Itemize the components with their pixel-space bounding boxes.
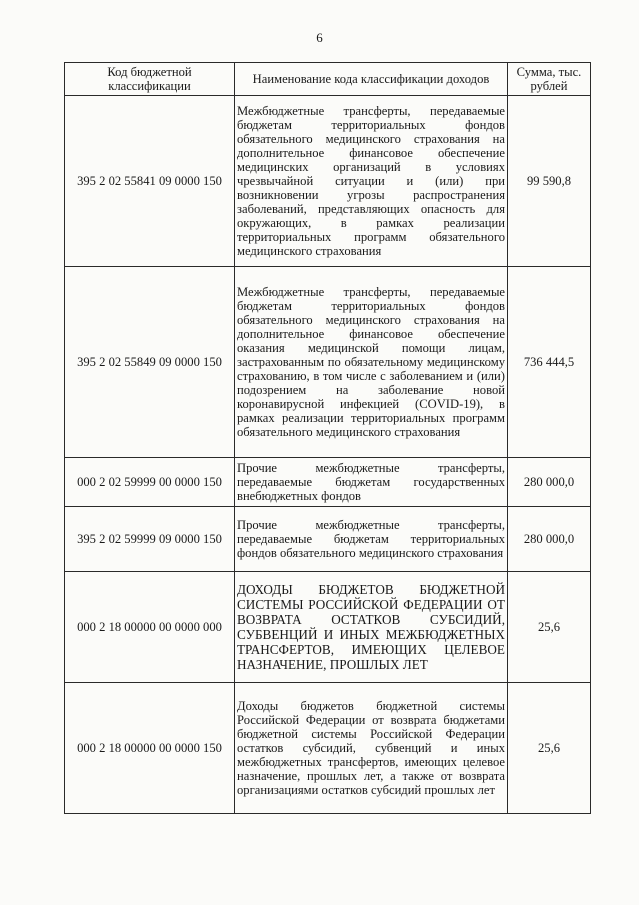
row-code: 000 2 02 59999 00 0000 150 [65, 458, 235, 507]
table-row [65, 507, 591, 572]
row-sum: 99 590,8 [508, 96, 591, 267]
row-name: Доходы бюджетов бюджетной системы Российской Федерации от возврата бюджетами бюджетной системы Российской Федерации остатков субсидий, субвенций и иных межбюджетных трансфертов, имеющих целевое назначение, прошлых лет, а также от возврата организациями остатков субсидий прошлых лет [235, 683, 508, 814]
row-name: Прочие межбюджетные трансферты, передаваемые бюджетам территориальных фондов обязательного медицинского страхования [235, 507, 508, 572]
row-name: Межбюджетные трансферты, передаваемые бюджетам территориальных фондов обязательного медицинского страхования на дополнительное финансовое обеспечение оказания медицинской помощи лицам, застрахованным по обязательному медицинскому страхованию, в том числе с заболеванием и (или) подозрением на заболевание новой коронавирусной инфекцией (COVID-19), в рамках реализации территориальных программ обязательного медицинского страхования [235, 267, 508, 458]
header-name: Наименование кода классификации доходов [235, 63, 508, 96]
row-sum: 280 000,0 [508, 458, 591, 507]
table-row [65, 458, 591, 507]
row-sum: 736 444,5 [508, 267, 591, 458]
row-code: 000 2 18 00000 00 0000 000 [65, 572, 235, 683]
row-name: Прочие межбюджетные трансферты, передаваемые бюджетам государственных внебюджетных фондов [235, 458, 508, 507]
row-sum: 25,6 [508, 683, 591, 814]
budget-revenue-table [64, 62, 591, 814]
row-name: ДОХОДЫ БЮДЖЕТОВ БЮДЖЕТНОЙ СИСТЕМЫ РОССИЙСКОЙ ФЕДЕРАЦИИ ОТ ВОЗВРАТА ОСТАТКОВ СУБСИДИЙ, СУБВЕНЦИЙ И ИНЫХ МЕЖБЮДЖЕТНЫХ ТРАНСФЕРТОВ, ИМЕЮЩИХ ЦЕЛЕВОЕ НАЗНАЧЕНИЕ, ПРОШЛЫХ ЛЕТ [235, 572, 508, 683]
header-code: Код бюджетной классификации [65, 63, 235, 96]
row-sum: 280 000,0 [508, 507, 591, 572]
page-number: 6 [316, 30, 323, 45]
table-header-row [65, 63, 591, 96]
table-row [65, 572, 591, 683]
row-code: 000 2 18 00000 00 0000 150 [65, 683, 235, 814]
row-code: 395 2 02 55849 09 0000 150 [65, 267, 235, 458]
table-row [65, 267, 591, 458]
table-row [65, 96, 591, 267]
row-name: Межбюджетные трансферты, передаваемые бюджетам территориальных фондов обязательного медицинского страхования на дополнительное финансовое обеспечение медицинских организаций в условиях чрезвычайной ситуации и (или) при возникновении угрозы распространения заболеваний, представляющих опасность для окружающих, в рамках реализации территориальных программ обязательного медицинского страхования [235, 96, 508, 267]
row-code: 395 2 02 59999 09 0000 150 [65, 507, 235, 572]
row-sum: 25,6 [508, 572, 591, 683]
table-row [65, 683, 591, 814]
row-code: 395 2 02 55841 09 0000 150 [65, 96, 235, 267]
header-sum: Сумма, тыс. рублей [508, 63, 591, 96]
